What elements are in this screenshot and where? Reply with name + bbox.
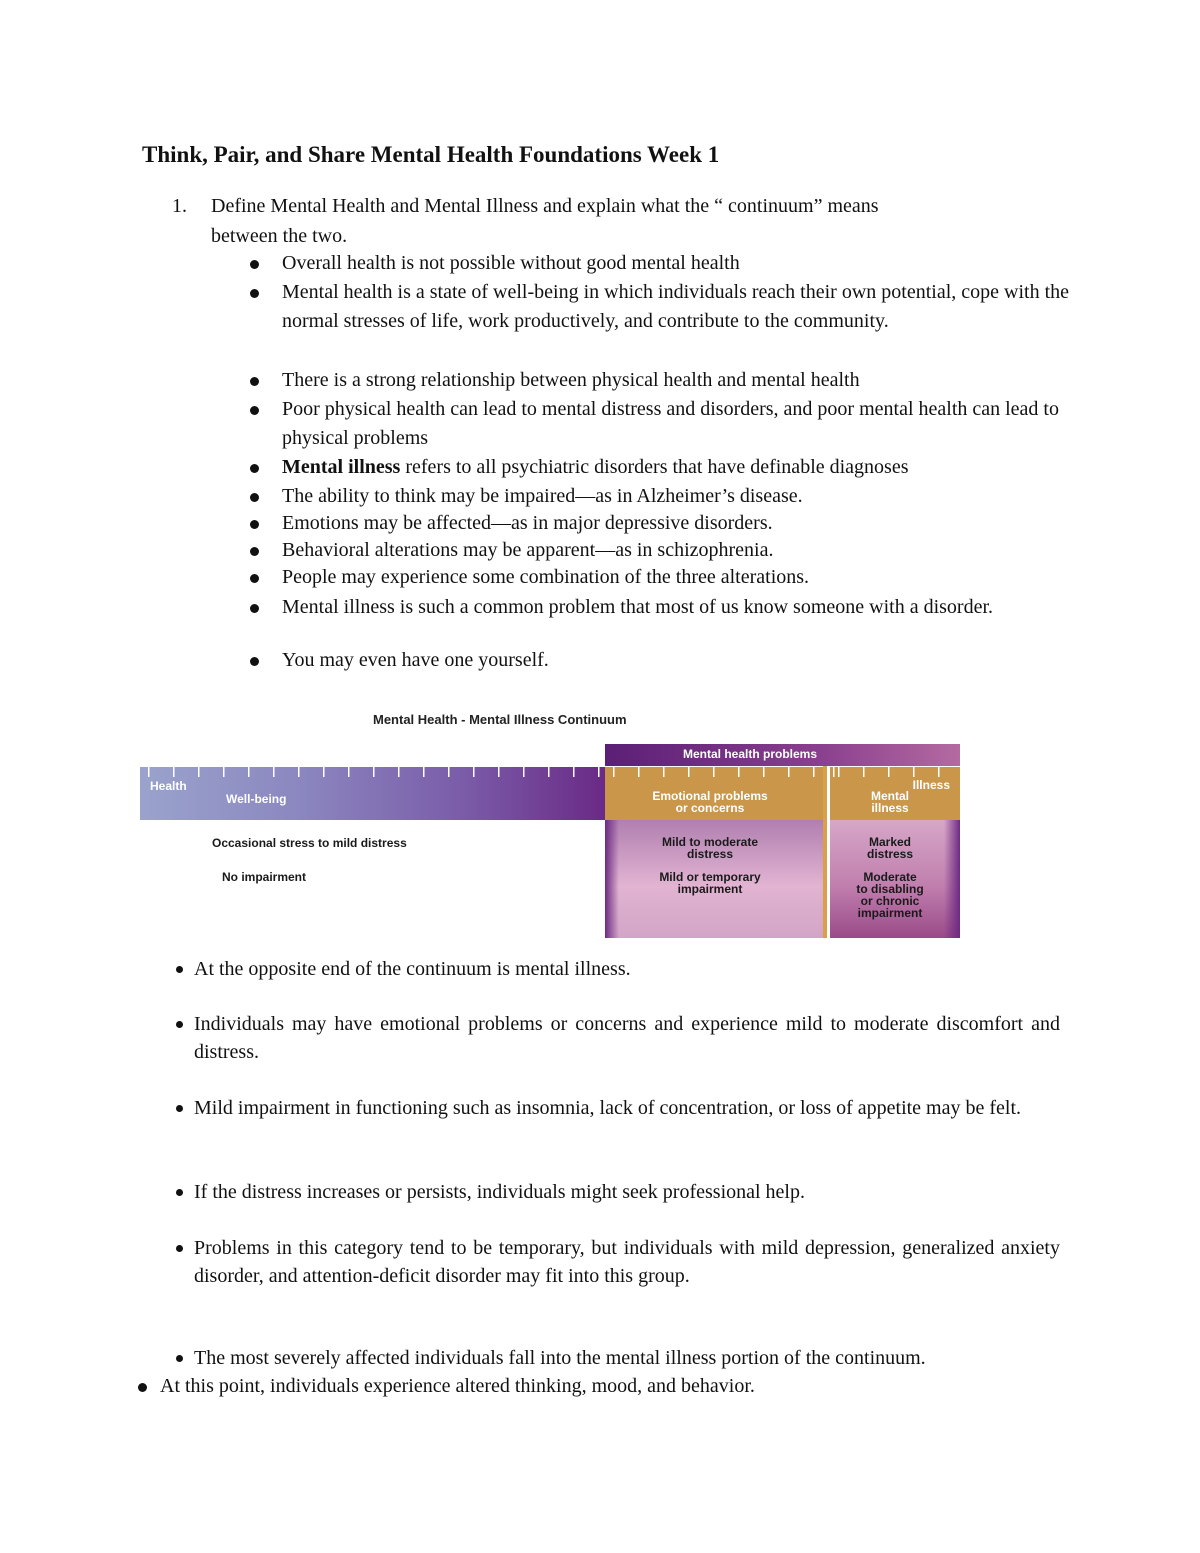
- list-item: Overall health is not possible without good mental health: [282, 252, 740, 274]
- marked-distress-text: [830, 836, 950, 860]
- text-line: distress: [686, 847, 734, 861]
- emotional-label-line: Emotional problems: [652, 789, 768, 803]
- health-bar: [140, 766, 605, 820]
- list-item: There is a strong relationship between physical health and mental health: [282, 369, 860, 391]
- list-item: The most severely affected individuals fall into the mental illness portion of the continuum.: [194, 1347, 926, 1369]
- illness-label: Illness: [912, 778, 950, 792]
- bold-term: Mental illness: [282, 456, 401, 478]
- list-item: Mental health is a state of well-being in which individuals reach their own potential, cope with the normal stresses of life, work productively, and contribute to the community.: [282, 281, 1070, 332]
- bullet-dot: [176, 1355, 183, 1362]
- text-line: Mild or temporary: [659, 870, 761, 884]
- list-item: You may even have one yourself.: [282, 649, 549, 671]
- continuum-diagram: [140, 712, 962, 938]
- wellbeing-label: Well-being: [226, 792, 287, 806]
- page-title: Think, Pair, and Share Mental Health Foundations Week 1: [142, 142, 720, 167]
- list-item: People may experience some combination of the three alterations.: [282, 566, 810, 588]
- text-line: or chronic: [860, 894, 920, 908]
- list-item: At this point, individuals experience altered thinking, mood, and behavior.: [160, 1375, 755, 1397]
- list-item: Emotions may be affected—as in major depressive disorders.: [282, 512, 773, 534]
- bullet-dot: [250, 260, 259, 269]
- text-line: impairment: [677, 882, 743, 896]
- text-line: Moderate: [863, 870, 917, 884]
- list-item: Behavioral alterations may be apparent—as in schizophrenia.: [282, 539, 774, 561]
- text-line: Marked: [868, 835, 912, 849]
- bullet-dot: [250, 406, 259, 415]
- bullet-dot: [176, 1245, 183, 1252]
- tick-marks: [605, 766, 827, 777]
- text-line: Mental: [870, 789, 909, 803]
- question-number: 1.: [172, 195, 187, 217]
- list-item: Mild impairment in functioning such as insomnia, lack of concentration, or loss of appetite may be felt.: [194, 1097, 1022, 1119]
- stress-text: Occasional stress to mild distress: [212, 836, 407, 850]
- bullet-dot: [250, 657, 259, 666]
- bullet-dot: [176, 1105, 183, 1112]
- problems-header-label: Mental health problems: [683, 747, 818, 761]
- diagram-title: Mental Health - Mental Illness Continuum: [373, 712, 627, 727]
- bullet-dot: [138, 1383, 147, 1392]
- moderate-impairment-text: [830, 871, 950, 919]
- emotional-label: [605, 790, 815, 814]
- tick-marks: [830, 766, 960, 777]
- list-item-text: refers to all psychiatric disorders that have definable diagnoses: [400, 456, 909, 478]
- bullet-dot: [250, 547, 259, 556]
- mild-impairment-text: [605, 871, 815, 895]
- question-line-1: Define Mental Health and Mental Illness and explain what the “ continuum” means: [211, 195, 879, 217]
- problems-header: [605, 744, 960, 766]
- bullet-dot: [250, 493, 259, 502]
- list-item: If the distress increases or persists, individuals might seek professional help.: [194, 1181, 805, 1203]
- list-item: The ability to think may be impaired—as in Alzheimer’s disease.: [282, 485, 803, 507]
- mental-illness-column: [830, 766, 960, 938]
- bullet-dot: [176, 1189, 183, 1196]
- emotional-problems-column: [605, 766, 827, 938]
- list-item: [282, 453, 1072, 482]
- text-line: illness: [871, 801, 909, 815]
- text-line: to disabling: [856, 882, 924, 896]
- text-line: distress: [866, 847, 914, 861]
- list-item: At the opposite end of the continuum is mental illness.: [194, 958, 631, 980]
- list-item: Mental illness is such a common problem that most of us know someone with a disorder.: [282, 596, 994, 618]
- bullet-dot: [250, 464, 259, 473]
- list-item: Individuals may have emotional problems or concerns and experience mild to moderate discomfort and distress.: [194, 1013, 1060, 1063]
- bullet-dot: [176, 1021, 183, 1028]
- tick-marks: [140, 766, 605, 777]
- bullet-dot: [250, 377, 259, 386]
- mental-illness-label: [830, 790, 950, 814]
- bullet-dot: [250, 604, 259, 613]
- bullet-dot: [176, 966, 183, 973]
- text-line: impairment: [857, 906, 923, 920]
- emotional-label-line: or concerns: [675, 801, 745, 815]
- text-line: Mild to moderate: [661, 835, 758, 849]
- bullet-dot: [250, 520, 259, 529]
- bullet-dot: [250, 289, 259, 298]
- list-item: Problems in this category tend to be temporary, but individuals with mild depression, generalized anxiety disorder, and attention-deficit disorder may fit into this group.: [194, 1237, 1060, 1287]
- list-item: Poor physical health can lead to mental distress and disorders, and poor mental health can lead to physical problems: [282, 398, 1059, 449]
- no-impairment-text: No impairment: [222, 870, 307, 884]
- bullet-dot: [250, 574, 259, 583]
- health-label: Health: [150, 779, 187, 793]
- question-line-2: between the two.: [211, 225, 348, 247]
- mild-distress-text: [605, 836, 815, 860]
